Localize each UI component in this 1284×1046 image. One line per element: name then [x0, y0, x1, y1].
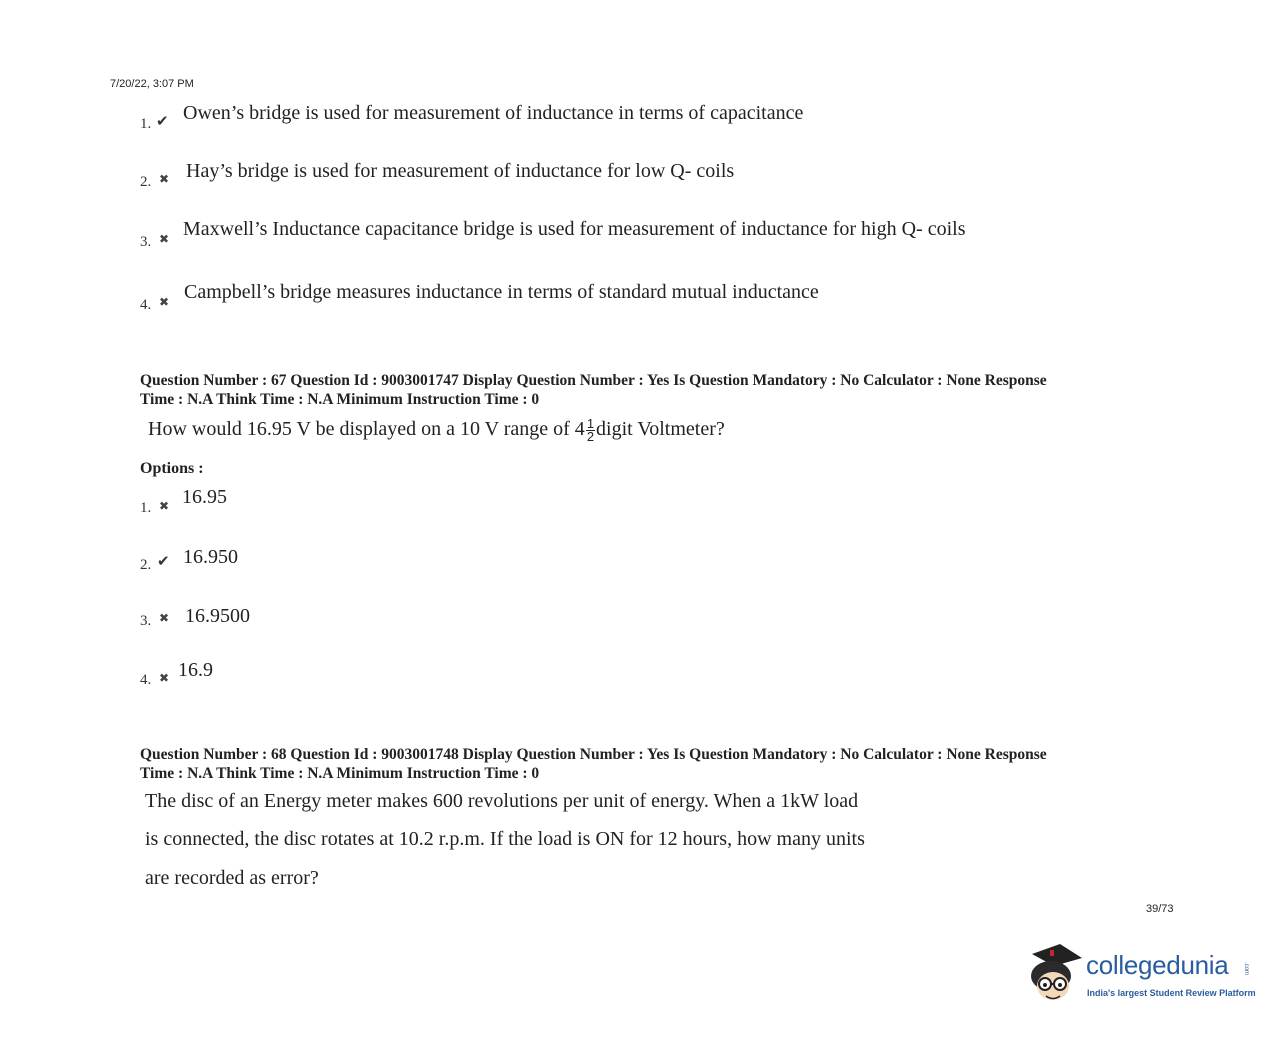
option-text: 16.9500: [185, 605, 250, 627]
option-text: 16.9: [178, 659, 213, 681]
option-number: 4.: [140, 297, 152, 313]
option-text: Campbell’s bridge measures inductance in terms of standard mutual inductance: [184, 281, 819, 303]
option-number: 4.: [140, 672, 152, 688]
print-timestamp: 7/20/22, 3:07 PM: [110, 78, 194, 90]
question-67-text: [148, 418, 725, 443]
question-meta-line: Time : N.A Think Time : N.A Minimum Instruction Time : 0: [140, 765, 540, 782]
brand-tagline: India's largest Student Review Platform: [1087, 988, 1256, 998]
question-68-line: are recorded as error?: [145, 867, 319, 889]
wrong-cross-icon: ✖: [159, 611, 170, 625]
option-text: 16.95: [182, 486, 227, 508]
wrong-cross-icon: ✖: [159, 671, 170, 685]
option-text: Hay’s bridge is used for measurement of inductance for low Q- coils: [186, 160, 735, 182]
question-meta-line: Question Number : 68 Question Id : 9003001748 Display Question Number : Yes Is Question Mandatory : No Calculator : None Response: [140, 746, 1047, 763]
question-meta-line: Question Number : 67 Question Id : 9003001747 Display Question Number : Yes Is Question Mandatory : No Calculator : None Response: [140, 372, 1047, 389]
option-number: 3.: [140, 234, 152, 250]
brand-name: collegedunia: [1086, 950, 1229, 980]
options-label: Options :: [140, 460, 204, 477]
page-number: 39/73: [1146, 903, 1174, 915]
option-number: 3.: [140, 613, 152, 629]
option-number: 2.: [140, 174, 152, 190]
wrong-cross-icon: ✖: [159, 499, 170, 513]
option-number: 1.: [140, 116, 152, 132]
question-67-meta: [140, 371, 1170, 409]
collegedunia-mascot-icon: [1024, 940, 1084, 1006]
question-68-line: is connected, the disc rotates at 10.2 r.p.m. If the load is ON for 12 hours, how many units: [145, 828, 865, 850]
fraction: [586, 418, 595, 443]
wrong-cross-icon: ✖: [159, 172, 170, 186]
option-number: 1.: [140, 500, 152, 516]
option-number: 2.: [140, 557, 152, 573]
option-text: Maxwell’s Inductance capacitance bridge is used for measurement of inductance for high Q- coils: [183, 218, 966, 240]
question-68-line: The disc of an Energy meter makes 600 revolutions per unit of energy. When a 1kW load: [145, 790, 859, 812]
question-text-part: How would 16.95 V be displayed on a 10 V range of 4: [148, 418, 585, 441]
correct-check-icon: ✔: [156, 112, 169, 130]
fraction-denominator: 2: [586, 429, 595, 444]
option-text: 16.950: [183, 546, 238, 568]
correct-check-icon: ✔: [157, 552, 170, 570]
question-text-part: digit Voltmeter?: [596, 418, 725, 441]
fraction-numerator: 1: [586, 416, 595, 431]
wrong-cross-icon: ✖: [159, 295, 170, 309]
brand-suffix: .com: [1243, 962, 1249, 976]
question-68-meta: [140, 745, 1170, 783]
option-text: Owen’s bridge is used for measurement of inductance in terms of capacitance: [183, 102, 804, 124]
wrong-cross-icon: ✖: [159, 232, 170, 246]
question-meta-line: Time : N.A Think Time : N.A Minimum Instruction Time : 0: [140, 391, 540, 408]
